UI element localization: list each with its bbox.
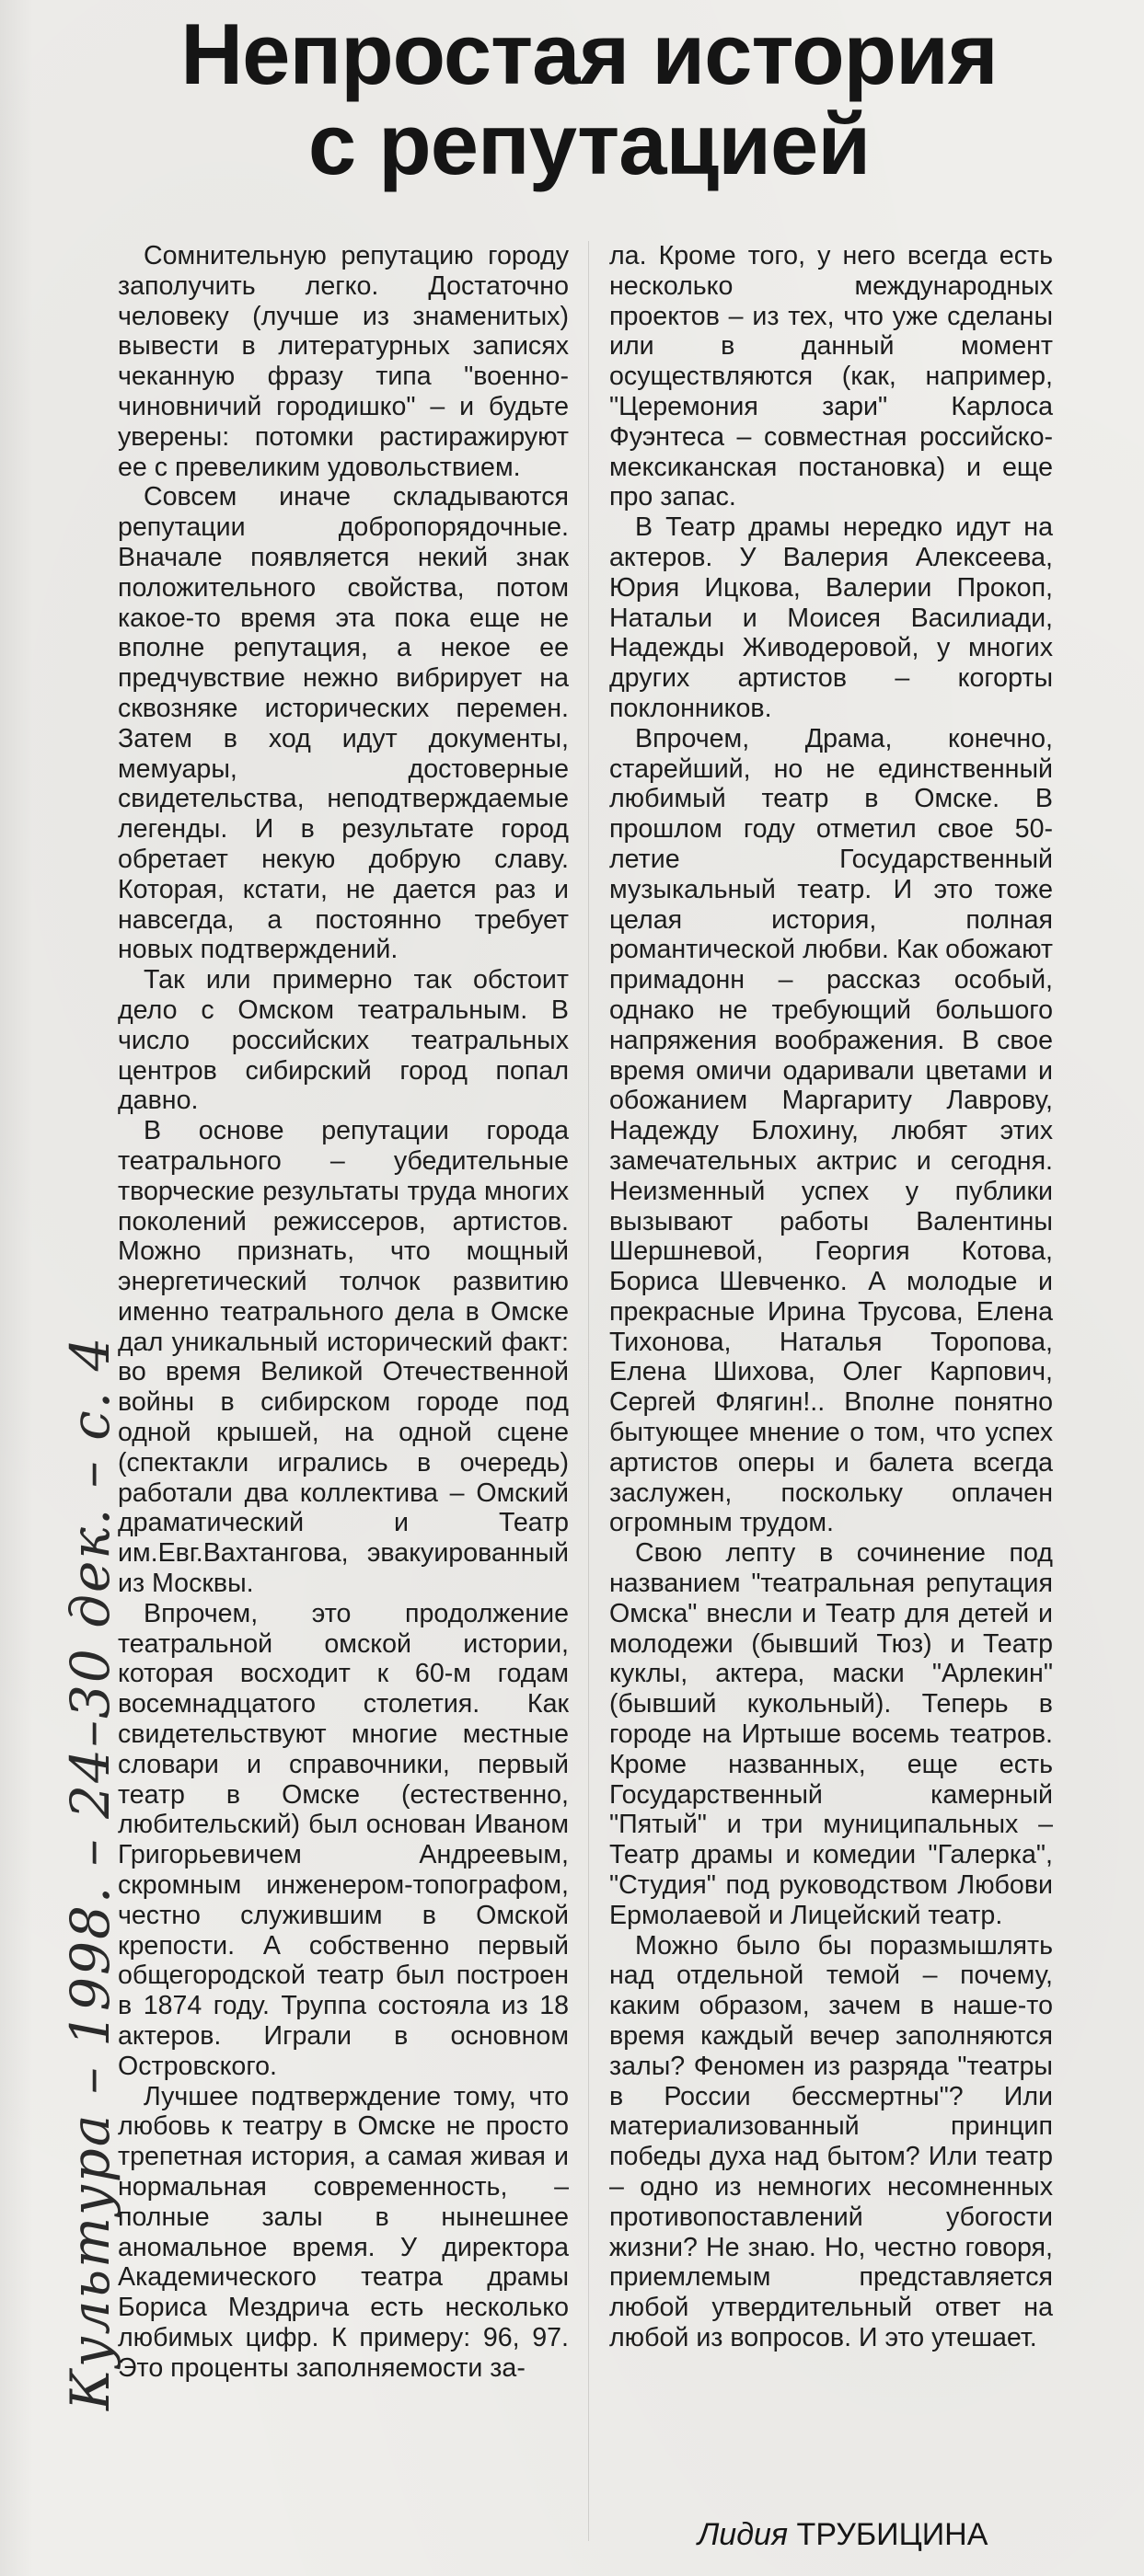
right-column-paragraph: Можно было бы поразмышлять над отдельной темой – почему, каким образом, зачем в наше-то время каждый вечер заполняются залы? Феномен из разряда "театры в России бессмертны"? Или материализованный принцип победы духа над бытом? Или театр – одно из немногих несомненных противопоставлений убогости жизни? Не знаю. Но, честно говоря, приемлемым представляется любой утвердительный ответ на любой из вопросов. И это утешает. (609, 1930, 1053, 2352)
handwritten-citation: Культура – 1998. – 24–30 дек. – с. 4 (59, 1335, 121, 2410)
article-column-right (609, 241, 1053, 2353)
author-first-name: Лидия (698, 2517, 789, 2552)
author-byline (698, 2517, 1103, 2552)
column-divider (588, 241, 589, 2541)
left-column-paragraph: Сомнительную репутацию городу заполучить легко. Достаточно человеку (лучше из знаменитых) вывести в литературных записях чеканную фразу типа "военно-чиновничий городишко" – и будьте уверены: потомки растиражируют ее с превеликим удовольствием. (118, 241, 569, 482)
left-column-paragraph: Совсем иначе складываются репутации добропорядочные. Вначале появляется некий знак положительного свойства, потом какое-то время эта пока еще не вполне репутация, а некое ее предчувствие нежно вибрирует на сквозняке исторических перемен. Затем в ход идут документы, мемуары, достоверные свидетельства, неподтверждаемые легенды. И в результате город обретает некую добрую славу. Которая, кстати, не дается раз и навсегда, а постоянно требует новых подтверждений. (118, 482, 569, 965)
right-column-paragraph: Впрочем, Драма, конечно, старейший, но не единственный любимый театр в Омске. В прошлом году отметил свое 50-летие Государственный музыкальный театр. И это тоже целая история, полная романтической любви. Как обожают примадонн – рассказ особый, однако не требующий большого напряжения воображения. В свое время омичи одаривали цветами и обожанием Маргариту Лаврову, Надежду Блохину, любят этих замечательных актрис и сегодня. Неизменный успех у публики вызывают работы Валентины Шершневой, Георгия Котова, Бориса Шевченко. А молодые и прекрасные Ирина Трусова, Елена Тихонова, Наталья Торопова, Елена Шихова, Олег Карпович, Сергей Флягин!.. Вполне понятно бытующее мнение о том, что успех артистов оперы и балета всегда заслужен, поскольку оплачен огромным трудом. (609, 723, 1053, 1538)
right-column-paragraph: ла. Кроме того, у него всегда есть несколько международных проектов – из тех, что уже сделаны или в данный момент осуществляются (как, например, "Церемония зари" Карлоса Фуэнтеса – совместная российско-мексиканская постановка) и еще про запас. (609, 241, 1053, 512)
article-column-left (118, 241, 569, 2384)
left-column-paragraph: Так или примерно так обстоит дело с Омском театральным. В число российских театральных центров сибирский город попал давно. (118, 965, 569, 1116)
article-headline (92, 6, 1086, 192)
headline-line-2: с репутацией (307, 96, 871, 192)
author-last-name: ТРУБИЦИНА (796, 2517, 988, 2552)
scan-edge-shadow (0, 0, 33, 2576)
right-column-paragraph: Свою лепту в сочинение под названием "театральная репутация Омска" внесли и Театр для детей и молодежи (бывший Тюз) и Театр куклы, актера, маски "Арлекин" (бывший кукольный). Теперь в городе на Иртыше восемь театров. Кроме названных, еще есть Государственный камерный "Пятый" и три муниципальных – Театр драмы и комедии "Галерка", "Студия" под руководством Любови Ермолаевой и Лицейский театр. (609, 1538, 1053, 1930)
left-column-paragraph: Впрочем, это продолжение театральной омской истории, которая восходит к 60-м годам восемнадцатого столетия. Как свидетельствуют многие местные словари и справочники, первый театр в Омске (естественно, любительский) был основан Иваном Григорьевичем Андреевым, скромным инженером-топографом, честно служившим в Омской крепости. А собственно первый общегородской театр был построен в 1874 году. Труппа состояла из 18 актеров. Играли в основном Островского. (118, 1598, 569, 2081)
right-column-paragraph: В Театр драмы нередко идут на актеров. У Валерия Алексеева, Юрия Ицкова, Валерии Прокоп, Натальи и Моисея Василиади, Надежды Живодеровой, у многих других артистов – когорты поклонников. (609, 512, 1053, 723)
left-column-paragraph: В основе репутации города театрального – убедительные творческие результаты труда многих поколений режиссеров, артистов. Можно признать, что мощный энергетический толчок развитию именно театрального дела в Омске дал уникальный исторический факт: во время Великой Отечественной войны в сибирском городе под одной крышей, на одной сцене (спектакли игрались в очередь) работали два коллектива – Омский драматический и Театр им.Евг.Вахтангова, эвакуированный из Москвы. (118, 1116, 569, 1599)
left-column-paragraph: Лучшее подтверждение тому, что любовь к театру в Омске не просто трепетная история, а самая живая и нормальная современность, – полные залы в нынешнее аномальное время. У директора Академического театра драмы Бориса Мездрича есть несколько любимых цифр. К примеру: 96, 97. Это проценты заполняемости за- (118, 2081, 569, 2383)
headline-line-1: Непростая история (180, 6, 998, 102)
